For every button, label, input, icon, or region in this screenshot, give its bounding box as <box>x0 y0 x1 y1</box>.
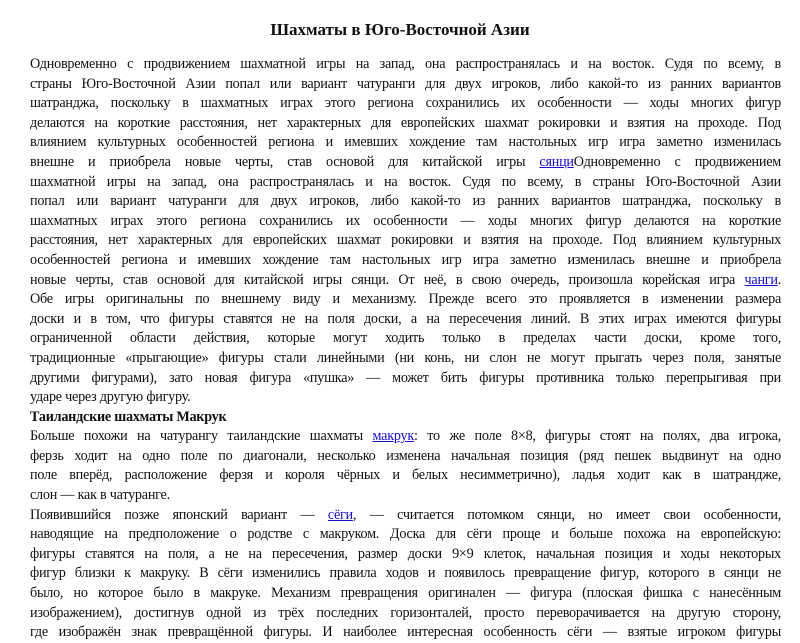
text-fragment: . <box>777 271 781 288</box>
text-line: шахматных играх этого региона сохранились их особенности — ходы многих фигур делаются на короткие <box>30 212 781 229</box>
link-makruk[interactable]: макрук <box>372 428 414 445</box>
text-line: было, но которое было в макруке. Механизм превращения оригинален — фигура (плоская фишка с нанесённым <box>30 585 781 602</box>
text-line: другими фигурами), зато новая фигура «пушка» — может бить фигуры противника только перепрыгивая при <box>30 369 781 386</box>
text-line: ударе через другую фигуру. <box>30 389 191 406</box>
text-line: особенностей региона и имевших хождение там настольных игр игра заметно изменилась внешне и приобрела <box>30 251 781 268</box>
text-line: шатранджа, поскольку в шахматных играх этого региона сохранились их особенности — ходы многих фигур <box>30 95 781 112</box>
text-fragment: Больше похожи на чатурангу таиландские шахматы <box>30 428 373 445</box>
text-line <box>30 506 781 526</box>
text-line: доски и в том, что фигуры ставятся не на поля доски, а на пересечения линий. В этих играх имеются фигуры <box>30 310 781 327</box>
text-line: фигур близки к макруку. В сёги изменились правила ходов и появилось превращение фигур, которого в сянци не <box>30 565 781 582</box>
text-line: ферзь ходит на одно поле по диагонали, несколько изменена начальная позиция (ряд пешек выдвинут на одно <box>30 447 781 464</box>
text-line <box>30 271 781 291</box>
link-janggi[interactable]: чанги <box>744 271 778 288</box>
text-fragment: Появившийся позже японский вариант — <box>30 506 328 523</box>
text-line: ограниченной области действия, которые могут ходить только в пределах части доски, кроме того, <box>30 330 781 347</box>
text-line: где изображён знак превращённой фигуры. И наиболее интересная особенность сёги — взятые игроком фигуры <box>30 624 781 641</box>
text-line: фигуры ставятся на поля, а не на пересечения, размер доски 9×9 клеток, начальная позиция и ходы некоторых <box>30 545 781 562</box>
text-line <box>30 427 781 447</box>
text-line: Обе игры оригинальны по внешнему виду и механизму. Прежде всего это проявляется в изменении размера <box>30 291 781 308</box>
text-line: наводящие на предположение о родстве с макруком. Доска для сёги проще и больше похожа на европейскую: <box>30 526 781 543</box>
text-fragment: , — считается потомком сянци, но имеет свои особенности, <box>352 506 781 523</box>
text-line: поле вперёд, расположение ферзя и короля чёрных и белых несимметрично), ладья ходит как в шатрандже, <box>30 467 781 484</box>
article-body <box>30 55 781 643</box>
text-fragment: : то же поле 8×8, фигуры стоят на полях, два игрока, <box>414 428 781 445</box>
link-xiangqi[interactable]: сянци <box>539 153 574 170</box>
link-shogi[interactable]: сёги <box>327 506 353 523</box>
text-line: шахматной игры на запад, она распространялась и на восток. Судя по всему, в страны Юго-Восточной Азии <box>30 173 781 190</box>
text-line: традиционные «прыгающие» фигуры стали линейными (ни конь, ни слон не могут прыгать через поля, занятые <box>30 349 781 366</box>
text-line: влиянием культурных особенностей региона и имевших хождение там настольных игр игра заметно изменилась <box>30 134 781 151</box>
text-line: Одновременно с продвижением шахматной игры на запад, она распространялась и на восток. Судя по всему, в <box>30 56 781 72</box>
text-line: страны Юго-Восточной Азии попал или вариант чатуранги для двух игроков, либо какой-то из ранних вариантов <box>30 75 781 92</box>
section-heading-makruk: Таиландские шахматы Макрук <box>30 408 227 425</box>
text-fragment: Одновременно с продвижением <box>573 153 781 170</box>
text-line <box>30 153 781 173</box>
text-line: попал или вариант чатуранги для двух игроков, либо какой-то из ранних вариантов шатранджа, поскольку в <box>30 193 781 210</box>
text-line: изображением), достигнув одной из трёх последних горизонталей, просто переворачивается на другую сторону, <box>30 604 781 621</box>
text-line: делаются на короткие расстояния, нет характерных для европейских шахмат рокировки и взятия на проходе. Под <box>30 114 781 131</box>
text-fragment: внешне и приобрела новые черты, став основой для китайской игры <box>30 153 540 170</box>
page-title: Шахматы в Юго-Восточной Азии <box>270 20 530 39</box>
text-line: расстояния, нет характерных для европейских шахмат рокировки и взятия на проходе. Под влиянием культурных <box>30 232 781 249</box>
text-line: слон — как в чатуранге. <box>30 487 170 504</box>
text-fragment: новые черты, став основой для китайской игры сянци. От неё, в свою очередь, произошла корейская игра <box>30 271 745 288</box>
